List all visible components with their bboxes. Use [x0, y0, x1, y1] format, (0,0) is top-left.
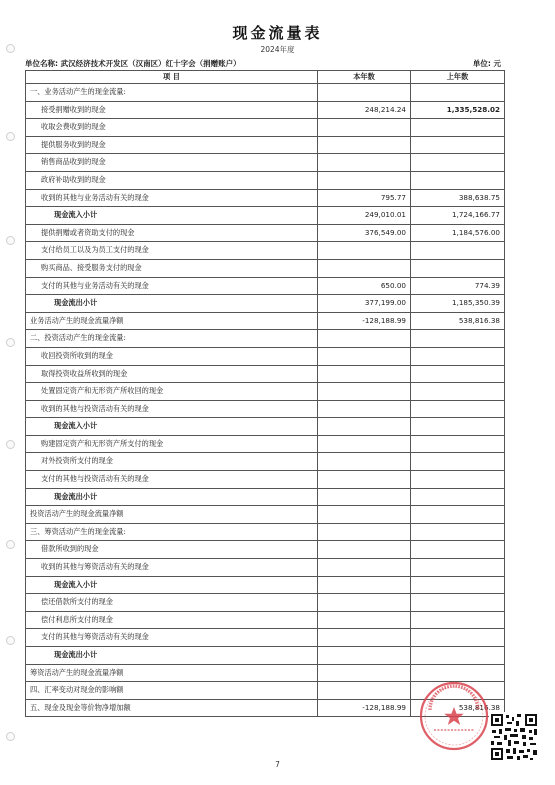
table-row [26, 136, 505, 154]
table-row [26, 330, 505, 348]
prior-year-value [411, 611, 505, 629]
row-label: 购买商品、接受服务支付的现金 [26, 259, 318, 277]
prior-year-value [411, 347, 505, 365]
table-row [26, 207, 505, 225]
current-year-value [318, 435, 411, 453]
current-year-value [318, 576, 411, 594]
table-row [26, 559, 505, 577]
table-row [26, 488, 505, 506]
prior-year-value: 388,638.75 [411, 189, 505, 207]
punch-hole [6, 732, 15, 741]
table-row [26, 576, 505, 594]
table-row [26, 101, 505, 119]
current-year-value [318, 154, 411, 172]
current-year-value [318, 594, 411, 612]
current-year-value: -128,188.99 [318, 699, 411, 717]
table-row [26, 418, 505, 436]
prior-year-value: 538,816.38 [411, 699, 505, 717]
table-row [26, 242, 505, 260]
table-row [26, 594, 505, 612]
prior-year-value [411, 523, 505, 541]
current-year-value [318, 418, 411, 436]
prior-year-value [411, 259, 505, 277]
current-year-value: -128,188.99 [318, 312, 411, 330]
row-label: 偿付利息所支付的现金 [26, 611, 318, 629]
table-row [26, 383, 505, 401]
punch-hole [6, 440, 15, 449]
table-row [26, 224, 505, 242]
prior-year-value [411, 488, 505, 506]
prior-year-value [411, 629, 505, 647]
row-label: 现金流入小计 [26, 207, 318, 225]
page-title: 现金流量表 [232, 24, 323, 42]
prior-year-value [411, 594, 505, 612]
current-year-value [318, 664, 411, 682]
current-year-value [318, 119, 411, 137]
current-year-value: 376,549.00 [318, 224, 411, 242]
row-label: 现金流入小计 [26, 576, 318, 594]
row-label: 支付的其他与业务活动有关的现金 [26, 277, 318, 295]
prior-year-value: 538,816.38 [411, 312, 505, 330]
punch-hole [6, 636, 15, 645]
prior-year-value [411, 541, 505, 559]
row-label: 支付给员工以及为员工支付的现金 [26, 242, 318, 260]
row-label: 取得投资收益所收到的现金 [26, 365, 318, 383]
row-label: 现金流出小计 [26, 295, 318, 313]
row-label: 收取会费收到的现金 [26, 119, 318, 137]
table-row [26, 312, 505, 330]
table-row [26, 295, 505, 313]
current-year-value [318, 506, 411, 524]
current-year-value [318, 383, 411, 401]
row-label: 销售商品收到的现金 [26, 154, 318, 172]
current-year-value [318, 84, 411, 102]
table-header-row [26, 71, 505, 84]
row-label: 处置固定资产和无形资产所收回的现金 [26, 383, 318, 401]
table-row [26, 259, 505, 277]
report-period: 2024年度 [260, 45, 295, 54]
entity-name: 单位名称: 武汉经济技术开发区（汉南区）红十字会（捐赠账户） [25, 59, 241, 68]
row-label: 对外投资所支付的现金 [26, 453, 318, 471]
row-label: 购建固定资产和无形资产所支付的现金 [26, 435, 318, 453]
punch-hole [6, 540, 15, 549]
prior-year-value: 1,185,350.39 [411, 295, 505, 313]
current-year-value [318, 453, 411, 471]
current-year-value [318, 259, 411, 277]
punch-hole [6, 132, 15, 141]
row-label: 收到的其他与投资活动有关的现金 [26, 400, 318, 418]
column-header-prior-year: 上年数 [411, 71, 505, 84]
table-row [26, 154, 505, 172]
table-row [26, 523, 505, 541]
row-label: 支付的其他与筹资活动有关的现金 [26, 629, 318, 647]
current-year-value [318, 647, 411, 665]
current-year-value [318, 523, 411, 541]
current-year-value [318, 400, 411, 418]
table-row [26, 347, 505, 365]
table-row [26, 453, 505, 471]
current-year-value [318, 136, 411, 154]
table-row [26, 189, 505, 207]
prior-year-value [411, 400, 505, 418]
row-label: 政府补助收到的现金 [26, 171, 318, 189]
prior-year-value [411, 647, 505, 665]
row-label: 收回投资所收到的现金 [26, 347, 318, 365]
current-year-value [318, 611, 411, 629]
row-label: 二、投资活动产生的现金流量: [26, 330, 318, 348]
table-row [26, 277, 505, 295]
table-row [26, 611, 505, 629]
row-label: 筹资活动产生的现金流量净额 [26, 664, 318, 682]
row-label: 现金流入小计 [26, 418, 318, 436]
table-row [26, 541, 505, 559]
prior-year-value: 1,335,528.02 [411, 101, 505, 119]
punch-hole [6, 338, 15, 347]
row-label: 提供服务收到的现金 [26, 136, 318, 154]
prior-year-value [411, 471, 505, 489]
row-label: 收到的其他与筹资活动有关的现金 [26, 559, 318, 577]
prior-year-value: 774.39 [411, 277, 505, 295]
prior-year-value [411, 84, 505, 102]
table-row [26, 365, 505, 383]
row-label: 借款所收到的现金 [26, 541, 318, 559]
prior-year-value: 1,724,166.77 [411, 207, 505, 225]
current-year-value: 248,214.24 [318, 101, 411, 119]
table-row [26, 471, 505, 489]
prior-year-value [411, 576, 505, 594]
current-year-value [318, 242, 411, 260]
header-info-row [25, 58, 505, 69]
prior-year-value [411, 435, 505, 453]
red-seal-stamp [418, 680, 490, 752]
current-year-value: 795.77 [318, 189, 411, 207]
column-header-current-year: 本年数 [318, 71, 411, 84]
prior-year-value [411, 559, 505, 577]
current-year-value [318, 365, 411, 383]
current-year-value [318, 682, 411, 700]
table-row [26, 171, 505, 189]
current-year-value [318, 171, 411, 189]
table-row [26, 647, 505, 665]
prior-year-value [411, 383, 505, 401]
table-row [26, 506, 505, 524]
prior-year-value [411, 154, 505, 172]
row-label: 一、业务活动产生的现金流量: [26, 84, 318, 102]
prior-year-value [411, 171, 505, 189]
table-row [26, 119, 505, 137]
table-row [26, 400, 505, 418]
page-number: 7 [275, 760, 280, 769]
table-row [26, 629, 505, 647]
currency-unit: 单位: 元 [472, 59, 501, 68]
prior-year-value [411, 242, 505, 260]
prior-year-value [411, 365, 505, 383]
current-year-value [318, 471, 411, 489]
row-label: 偿还借款所支付的现金 [26, 594, 318, 612]
current-year-value [318, 559, 411, 577]
current-year-value: 249,010.01 [318, 207, 411, 225]
row-label: 接受捐赠收到的现金 [26, 101, 318, 119]
qr-code [489, 712, 539, 762]
prior-year-value: 1,184,576.00 [411, 224, 505, 242]
row-label: 五、现金及现金等价物净增加额 [26, 699, 318, 717]
current-year-value [318, 629, 411, 647]
prior-year-value [411, 506, 505, 524]
current-year-value [318, 347, 411, 365]
prior-year-value [411, 136, 505, 154]
prior-year-value [411, 453, 505, 471]
prior-year-value [411, 330, 505, 348]
current-year-value [318, 488, 411, 506]
row-label: 现金流出小计 [26, 647, 318, 665]
column-header-item: 项 目 [26, 71, 318, 84]
cash-flow-table [25, 70, 505, 717]
row-label: 业务活动产生的现金流量净额 [26, 312, 318, 330]
table-row [26, 435, 505, 453]
row-label: 四、汇率变动对现金的影响额 [26, 682, 318, 700]
table-row [26, 84, 505, 102]
prior-year-value [411, 119, 505, 137]
row-label: 收到的其他与业务活动有关的现金 [26, 189, 318, 207]
punch-hole [6, 236, 15, 245]
current-year-value [318, 541, 411, 559]
prior-year-value [411, 418, 505, 436]
current-year-value: 650.00 [318, 277, 411, 295]
current-year-value: 377,199.00 [318, 295, 411, 313]
current-year-value [318, 330, 411, 348]
row-label: 现金流出小计 [26, 488, 318, 506]
row-label: 提供捐赠或者资助支付的现金 [26, 224, 318, 242]
row-label: 三、筹资活动产生的现金流量: [26, 523, 318, 541]
row-label: 投资活动产生的现金流量净额 [26, 506, 318, 524]
row-label: 支付的其他与投资活动有关的现金 [26, 471, 318, 489]
